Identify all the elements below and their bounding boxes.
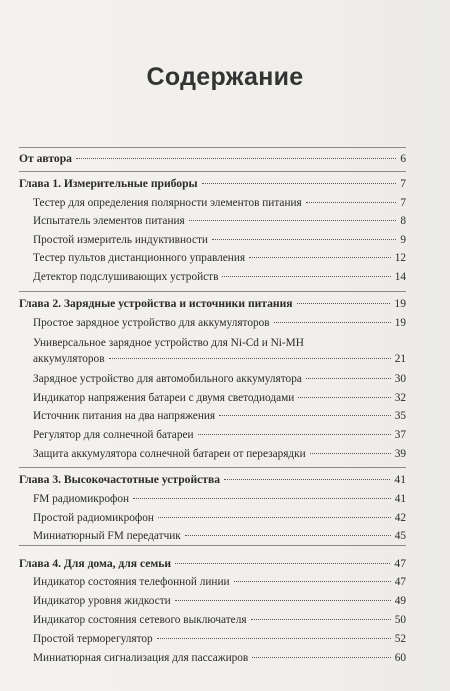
- dot-leader: [158, 517, 391, 518]
- dot-leader: [157, 638, 391, 639]
- entry-page: 19: [394, 297, 406, 310]
- dot-leader: [249, 257, 391, 258]
- toc-entry[interactable]: [33, 576, 406, 589]
- entry-title: Детектор подслушивающих устройств: [33, 271, 219, 283]
- dot-leader: [175, 600, 391, 601]
- entry-page: 49: [394, 595, 406, 607]
- dot-leader: [297, 303, 391, 304]
- entry-title: Глава 1. Измерительные приборы: [19, 177, 198, 190]
- entry-title: Глава 3. Высокочастотные устройства: [19, 473, 221, 486]
- entry-title: Простое зарядное устройство для аккумуляторов: [33, 317, 270, 329]
- entry-title: FM радиомикрофон: [33, 493, 130, 505]
- entry-page: 9: [400, 234, 406, 246]
- toc-entry[interactable]: [33, 234, 406, 247]
- dot-leader: [76, 158, 396, 159]
- entry-title: Простой радиомикрофон: [33, 512, 154, 524]
- divider: [19, 467, 406, 468]
- toc-entry[interactable]: [33, 410, 406, 423]
- entry-page: 52: [394, 633, 406, 645]
- toc-entry[interactable]: [33, 448, 406, 461]
- entry-page: 45: [394, 530, 406, 542]
- toc-entry[interactable]: [33, 392, 406, 405]
- toc-entry[interactable]: [33, 652, 406, 665]
- entry-title: Индикатор состояния телефонной линии: [33, 576, 230, 588]
- entry-title: Индикатор напряжения батареи с двумя светодиодами: [33, 392, 295, 404]
- dot-leader: [133, 498, 391, 499]
- divider: [19, 171, 406, 172]
- toc-entry[interactable]: [33, 614, 406, 627]
- toc-entry[interactable]: [33, 512, 406, 525]
- entry-page: 47: [394, 576, 406, 588]
- entry-title: От автора: [19, 152, 72, 165]
- dot-leader: [198, 434, 391, 435]
- entry-title: Простой терморегулятор: [33, 633, 153, 645]
- toc-chapter-2[interactable]: [19, 297, 406, 310]
- entry-title: Зарядное устройство для автомобильного аккумулятора: [33, 373, 302, 385]
- entry-page: 32: [394, 392, 406, 404]
- toc-entry[interactable]: [33, 353, 406, 366]
- entry-title: Простой измеритель индуктивности: [33, 234, 208, 246]
- dot-leader: [274, 322, 391, 323]
- dot-leader: [109, 358, 391, 359]
- dot-leader: [298, 397, 390, 398]
- entry-page: 8: [400, 215, 406, 227]
- dot-leader: [175, 563, 390, 564]
- entry-title: Индикатор уровня жидкости: [33, 595, 171, 607]
- entry-title: Тестер пультов дистанционного управления: [33, 252, 246, 264]
- entry-title: Источник питания на два напряжения: [33, 410, 216, 422]
- entry-page: 60: [394, 652, 406, 664]
- entry-title: Индикатор состояния сетевого выключателя: [33, 614, 247, 626]
- toc-entry-line1: Универсальное зарядное устройство для Ni-Cd и Ni-MH: [33, 337, 304, 349]
- page-title: Содержание: [146, 63, 304, 91]
- entry-title: Глава 2. Зарядные устройства и источники питания: [19, 297, 293, 310]
- toc-entry[interactable]: [33, 429, 406, 442]
- toc-entry[interactable]: [33, 197, 406, 210]
- entry-title: Регулятор для солнечной батареи: [33, 429, 194, 441]
- toc-entry[interactable]: [33, 373, 406, 386]
- entry-page: 7: [400, 177, 406, 190]
- toc-entry[interactable]: [33, 271, 406, 284]
- entry-page: 7: [400, 197, 406, 209]
- toc-entry[interactable]: [33, 595, 406, 608]
- dot-leader: [310, 453, 391, 454]
- dot-leader: [202, 183, 397, 184]
- entry-title: аккумуляторов: [33, 353, 105, 365]
- entry-page: 42: [394, 512, 406, 524]
- entry-page: 12: [394, 252, 406, 264]
- dot-leader: [212, 239, 396, 240]
- dot-leader: [251, 619, 391, 620]
- entry-title: Тестер для определения полярности элементов питания: [33, 197, 302, 209]
- toc-entry[interactable]: [33, 215, 406, 228]
- entry-title: Глава 4. Для дома, для семьи: [19, 557, 172, 570]
- toc-entry[interactable]: [33, 252, 406, 265]
- dot-leader: [224, 479, 390, 480]
- divider: [19, 545, 406, 546]
- toc-entry-author[interactable]: [19, 152, 406, 165]
- dot-leader: [189, 220, 397, 221]
- entry-page: 30: [394, 373, 406, 385]
- entry-page: 47: [394, 557, 406, 570]
- dot-leader: [219, 415, 391, 416]
- entry-title: Миниатюрная сигнализация для пассажиров: [33, 652, 249, 664]
- toc-chapter-4[interactable]: [19, 557, 406, 570]
- entry-title: Испытатель элементов питания: [33, 215, 185, 227]
- entry-page: 41: [394, 473, 406, 486]
- divider: [19, 147, 406, 148]
- entry-page: 41: [394, 493, 406, 505]
- entry-page: 19: [394, 317, 406, 329]
- toc-chapter-1[interactable]: [19, 177, 406, 190]
- entry-page: 35: [394, 410, 406, 422]
- toc-chapter-3[interactable]: [19, 473, 406, 486]
- toc-entry[interactable]: [33, 493, 406, 506]
- dot-leader: [306, 378, 391, 379]
- entry-page: 37: [394, 429, 406, 441]
- entry-page: 39: [394, 448, 406, 460]
- entry-title: Миниатюрный FM передатчик: [33, 530, 181, 542]
- entry-title: Защита аккумулятора солнечной батареи от перезарядки: [33, 448, 306, 460]
- dot-leader: [185, 535, 391, 536]
- dot-leader: [222, 276, 390, 277]
- dot-leader: [306, 202, 397, 203]
- entry-page: 21: [394, 353, 406, 365]
- dot-leader: [252, 657, 390, 658]
- dot-leader: [234, 581, 391, 582]
- entry-page: 50: [394, 614, 406, 626]
- entry-page: 14: [394, 271, 406, 283]
- toc-entry[interactable]: [33, 633, 406, 646]
- divider: [19, 291, 406, 292]
- toc-entry[interactable]: [33, 317, 406, 330]
- toc-entry[interactable]: [33, 530, 406, 543]
- entry-page: 6: [400, 152, 406, 165]
